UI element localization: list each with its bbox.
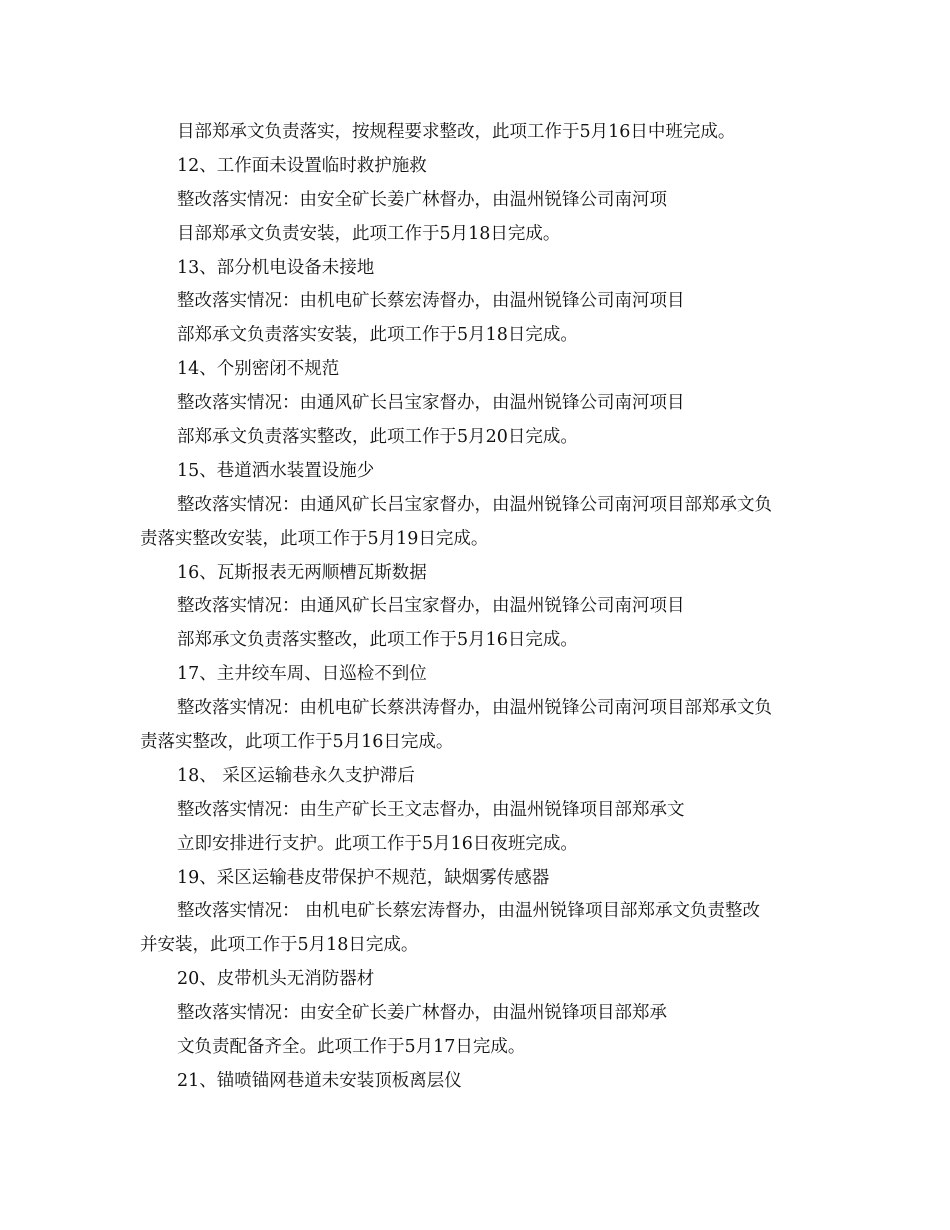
text-line: 部郑承文负责落实整改，此项工作于5月20日完成。 — [177, 427, 578, 448]
text-line: 整改落实情况：由机电矿长蔡洪涛督办，由温州锐锋公司南河项目部郑承文负 — [177, 698, 772, 719]
text-line: 整改落实情况：由安全矿长姜广林督办，由温州锐锋公司南河项 — [177, 189, 667, 210]
text-line: 21、锚喷锚网巷道未安装顶板离层仪 — [177, 1070, 462, 1091]
document-body — [140, 116, 820, 1099]
text-line: 文负责配备齐全。此项工作于5月17日完成。 — [177, 1037, 526, 1058]
text-line: 立即安排进行支护。此项工作于5月16日夜班完成。 — [177, 833, 578, 854]
text-line: 目部郑承文负责落实，按规程要求整改，此项工作于5月16日中班完成。 — [177, 122, 736, 142]
text-line: 整改落实情况：由生产矿长王文志督办，由温州锐锋项目部郑承文 — [177, 799, 685, 820]
text-line: 17、主井绞车周、日巡检不到位 — [177, 664, 427, 685]
text-line: 12、工作面未设置临时救护施救 — [177, 155, 427, 176]
text-line: 整改落实情况：由通风矿长吕宝家督办，由温州锐锋公司南河项目 — [177, 393, 685, 414]
text-line: 13、部分机电设备未接地 — [177, 257, 375, 278]
text-line: 整改落实情况： 由机电矿长蔡宏涛督办，由温州锐锋项目部郑承文负责整改 — [177, 901, 761, 922]
text-line: 并安装，此项工作于5月18日完成。 — [140, 935, 419, 956]
text-line: 20、皮带机头无消防器材 — [177, 969, 375, 990]
text-line: 责落实整改安装，此项工作于5月19日完成。 — [140, 528, 489, 549]
text-line: 18、 采区运输巷永久支护滞后 — [177, 765, 415, 786]
text-line: 16、瓦斯报表无两顺槽瓦斯数据 — [177, 562, 427, 583]
text-line: 责落实整改，此项工作于5月16日完成。 — [140, 732, 454, 753]
text-line: 整改落实情况：由通风矿长吕宝家督办，由温州锐锋公司南河项目部郑承文负 — [177, 494, 772, 515]
text-line: 部郑承文负责落实整改，此项工作于5月16日完成。 — [177, 630, 578, 651]
text-line: 整改落实情况：由机电矿长蔡宏涛督办，由温州锐锋公司南河项目 — [177, 291, 685, 312]
text-line: 14、个别密闭不规范 — [177, 359, 340, 380]
text-line: 目部郑承文负责安装，此项工作于5月18日完成。 — [177, 223, 561, 244]
text-line: 整改落实情况：由安全矿长姜广林督办，由温州锐锋项目部郑承 — [177, 1003, 667, 1024]
text-line: 部郑承文负责落实安装，此项工作于5月18日完成。 — [177, 325, 578, 346]
text-line: 19、采区运输巷皮带保护不规范，缺烟雾传感器 — [177, 867, 550, 888]
text-line: 15、巷道洒水装置设施少 — [177, 460, 375, 481]
text-line: 整改落实情况：由通风矿长吕宝家督办，由温州锐锋公司南河项目 — [177, 596, 685, 617]
